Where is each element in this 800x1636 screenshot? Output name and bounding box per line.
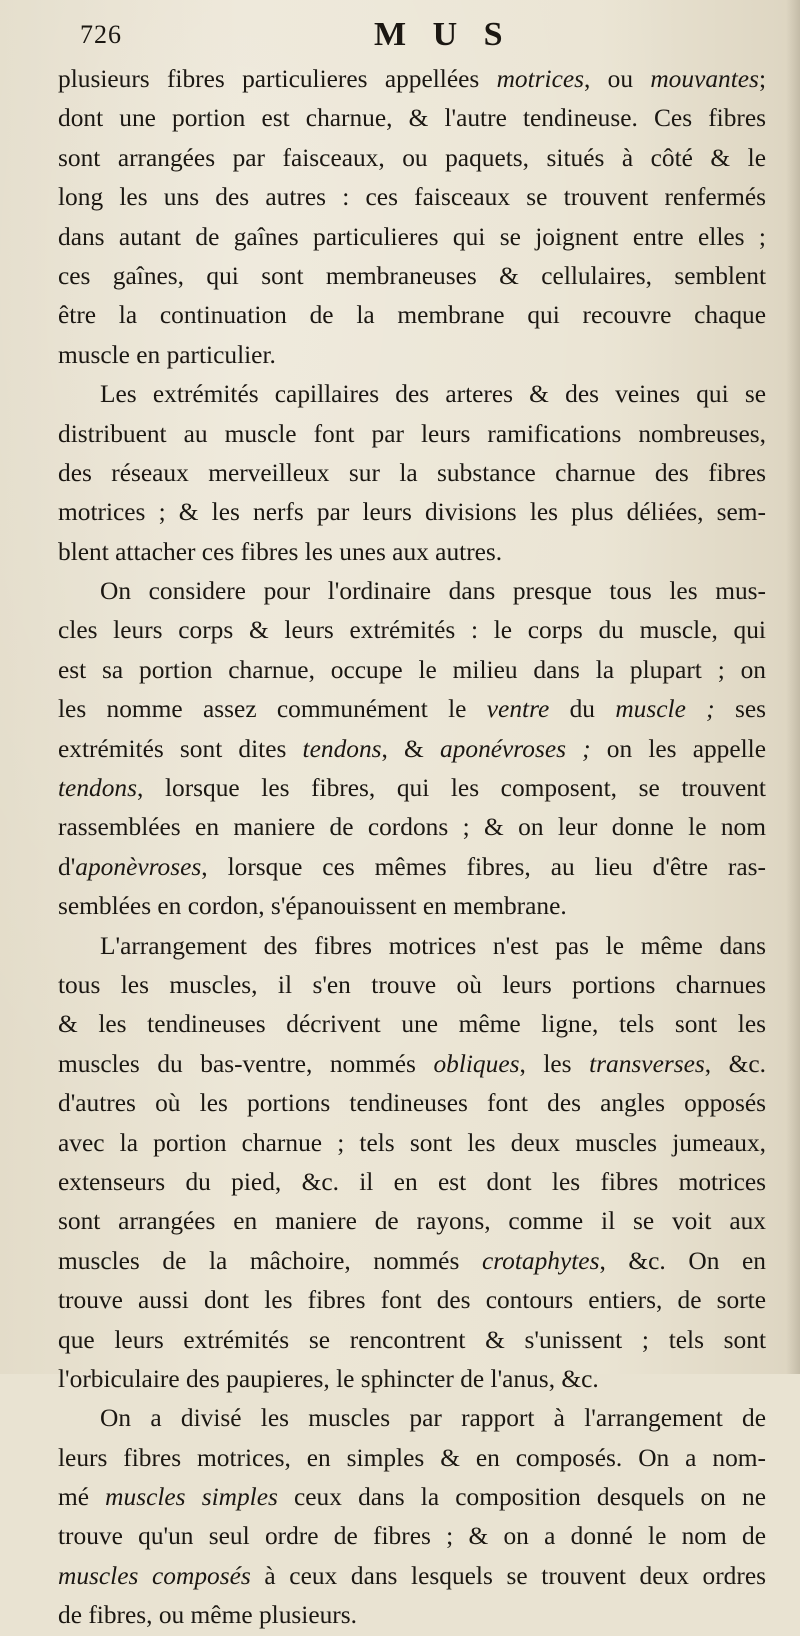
text-line <box>58 1281 766 1320</box>
text-run: extenseurs du pied, &c. il en est dont les fibres motrices <box>58 1167 766 1196</box>
italic-term: aponévroses ; <box>439 734 591 763</box>
text-run: que leurs extrémités se rencontrent & s'unissent ; tels sont <box>58 1325 766 1354</box>
text-run: l'orbiculaire des paupieres, le sphincter de l'anus, &c. <box>58 1364 599 1393</box>
text-line <box>58 415 766 454</box>
text-run: d'autres où les portions tendineuses font des angles opposés <box>58 1089 766 1118</box>
text-run: semblées en cordon, s'épanouissent en membrane. <box>58 892 567 921</box>
italic-term: mouvantes <box>650 65 759 93</box>
text-line <box>58 139 766 178</box>
text-run: motrices ; & les nerfs par leurs divisions les plus déliées, sem- <box>58 498 766 527</box>
text-run: leurs fibres motrices, en simples & en composés. On a nom- <box>58 1443 766 1472</box>
text-run: être la continuation de la membrane qui recouvre chaque <box>58 301 766 330</box>
italic-term: obliques <box>433 1049 520 1078</box>
text-run: L'arrangement des fibres motrices n'est pas le même dans <box>100 931 766 960</box>
text-run: , les <box>519 1049 590 1078</box>
text-run: distribuent au muscle font par leurs ramifications nombreuses, <box>58 419 766 448</box>
text-line <box>58 1557 766 1596</box>
text-line <box>58 99 766 138</box>
text-line <box>58 1005 766 1044</box>
italic-term: muscles simples <box>105 1483 278 1512</box>
running-title: M U S <box>374 16 512 53</box>
text-line <box>58 730 766 769</box>
running-head <box>58 16 766 60</box>
text-line <box>58 927 766 966</box>
text-line <box>58 218 766 257</box>
text-line <box>58 257 766 296</box>
text-line <box>58 769 766 808</box>
text-line <box>58 848 766 887</box>
text-line <box>58 1045 766 1084</box>
text-run: on les appelle <box>590 734 766 763</box>
italic-term: muscle ; <box>615 695 715 724</box>
text-line <box>58 1360 766 1399</box>
text-line <box>58 1163 766 1202</box>
text-run: dans autant de gaînes particulieres qui se joignent entre elles ; <box>58 222 766 251</box>
text-run: Les extrémités capillaires des arteres & des veines qui se <box>100 380 766 409</box>
text-line <box>58 1084 766 1123</box>
text-run: sont arrangées par faisceaux, ou paquets, situés à côté & le <box>58 143 766 172</box>
page-number: 726 <box>80 20 122 49</box>
italic-term: muscles composés <box>58 1561 251 1590</box>
text-line <box>58 690 766 729</box>
italic-term: aponèvroses <box>75 852 202 881</box>
text-run: tous les muscles, il s'en trouve où leurs portions charnues <box>58 970 766 999</box>
text-run: , & <box>381 734 440 763</box>
text-run: mé <box>58 1483 106 1512</box>
text-run: ceux dans la composition desquels on ne <box>277 1483 766 1512</box>
text-line <box>58 178 766 217</box>
italic-term: ventre <box>486 695 550 724</box>
italic-term: crotaphytes <box>481 1246 600 1275</box>
text-line <box>58 1439 766 1478</box>
text-run: ; <box>758 65 766 93</box>
text-run: les nomme assez communément le <box>58 695 487 724</box>
text-run: sont arrangées en maniere de rayons, comme il se voit aux <box>58 1207 766 1236</box>
text-run: On a divisé les muscles par rapport à l'arrangement de <box>100 1404 766 1433</box>
text-line <box>58 454 766 493</box>
text-run: trouve aussi dont les fibres font des contours entiers, de sorte <box>58 1286 766 1315</box>
text-run: extrémités sont dites <box>58 734 303 763</box>
text-line <box>58 336 766 375</box>
text-line <box>58 1242 766 1281</box>
text-run: , lorsque les fibres, qui les composent, se trouvent <box>137 774 766 803</box>
text-run: trouve qu'un seul ordre de fibres ; & on a donné le nom de <box>58 1522 766 1551</box>
text-run: d' <box>58 852 76 881</box>
body-text <box>58 60 766 1636</box>
text-line <box>58 887 766 926</box>
text-line <box>58 375 766 414</box>
text-line <box>58 1399 766 1438</box>
text-run: On considere pour l'ordinaire dans presque tous les mus- <box>100 577 766 606</box>
text-run: avec la portion charnue ; tels sont les deux muscles jumeaux, <box>58 1128 766 1157</box>
text-line <box>58 572 766 611</box>
text-line <box>58 651 766 690</box>
text-line <box>58 1478 766 1517</box>
text-run: blent attacher ces fibres les unes aux autres. <box>58 537 503 566</box>
text-run: cles leurs corps & leurs extrémités : le corps du muscle, qui <box>58 616 766 645</box>
italic-term: tendons <box>302 734 382 763</box>
text-run: à ceux dans lesquels se trouvent deux ordres <box>250 1561 766 1590</box>
text-line <box>58 1517 766 1556</box>
italic-term: motrices <box>496 65 585 93</box>
text-run: , ou <box>584 65 651 93</box>
text-line <box>58 1202 766 1241</box>
text-run: plusieurs fibres particulieres appellées <box>58 65 497 93</box>
text-run: ses <box>714 695 766 724</box>
page-edge-shadow <box>786 0 800 1374</box>
text-line <box>58 1321 766 1360</box>
text-line <box>58 966 766 1005</box>
text-line <box>58 1124 766 1163</box>
text-line <box>58 808 766 847</box>
text-line <box>58 611 766 650</box>
text-run: muscles du bas-ventre, nommés <box>58 1049 434 1078</box>
text-run: de fibres, ou même plusieurs. <box>58 1601 357 1630</box>
text-line <box>58 296 766 335</box>
text-run: dont une portion est charnue, & l'autre tendineuse. Ces fibres <box>58 104 766 133</box>
italic-term: tendons <box>58 774 137 803</box>
text-run: , lorsque ces mêmes fibres, au lieu d'être ras- <box>201 852 766 881</box>
text-run: & les tendineuses décrivent une même ligne, tels sont les <box>58 1010 766 1039</box>
text-run: , &c. <box>704 1049 767 1078</box>
text-run: rassemblées en maniere de cordons ; & on leur donne le nom <box>58 813 766 842</box>
text-run: est sa portion charnue, occupe le milieu dans la plupart ; on <box>58 655 766 684</box>
italic-term: transverses <box>589 1049 705 1078</box>
text-run: ces gaînes, qui sont membraneuses & cellulaires, semblent <box>58 261 766 290</box>
text-run: muscle en particulier. <box>58 340 276 369</box>
text-run: du <box>549 695 616 724</box>
text-run: , &c. On en <box>599 1246 766 1275</box>
text-line <box>58 1596 766 1635</box>
text-line <box>58 493 766 532</box>
text-run: des réseaux merveilleux sur la substance charnue des fibres <box>58 458 766 487</box>
text-run: long les uns des autres : ces faisceaux se trouvent renfermés <box>58 183 766 212</box>
text-line <box>58 60 766 99</box>
text-line <box>58 533 766 572</box>
text-run: muscles de la mâchoire, nommés <box>58 1246 482 1275</box>
